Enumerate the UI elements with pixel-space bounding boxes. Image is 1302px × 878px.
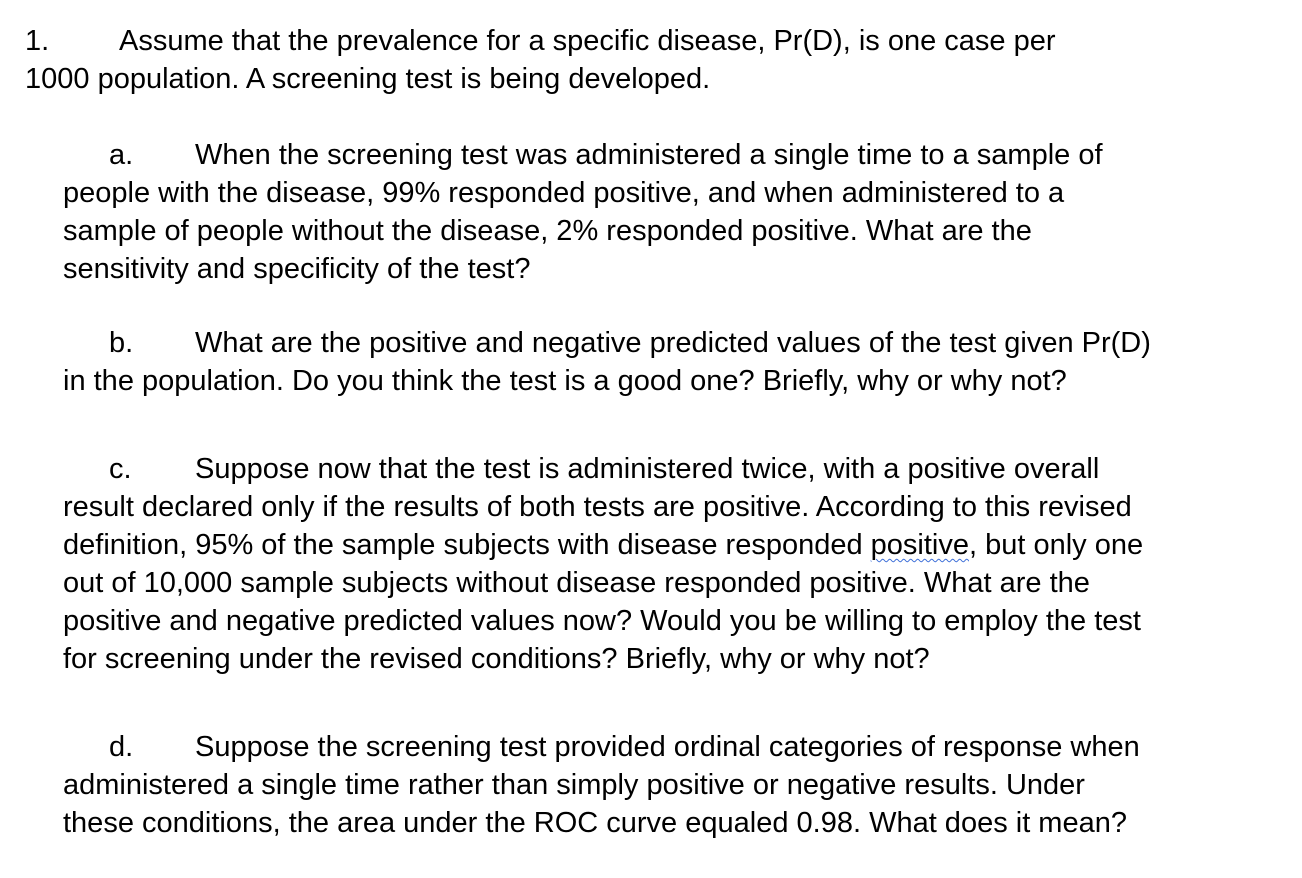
- part-d-marker: d.: [109, 731, 134, 763]
- question-1-line-1: [25, 22, 1056, 60]
- part-b-text-2: in the population. Do you think the test is a good one? Briefly, why or why not?: [63, 365, 1067, 397]
- part-c-text-1: Suppose now that the test is administered twice, with a positive overall: [195, 453, 1100, 485]
- part-d-text-1: Suppose the screening test provided ordinal categories of response when: [195, 731, 1140, 763]
- part-c-text-6: for screening under the revised conditions? Briefly, why or why not?: [63, 643, 930, 675]
- part-a-text-1: When the screening test was administered a single time to a sample of: [195, 139, 1103, 171]
- part-c-text-2: result declared only if the results of both tests are positive. According to this revised: [63, 491, 1132, 523]
- spellcheck-flagged-word[interactable]: positive: [870, 529, 969, 561]
- part-d-line-1: [63, 728, 1140, 766]
- question-1: [25, 22, 1056, 98]
- part-b-line-1: [63, 324, 1151, 362]
- part-a-text-4: sensitivity and specificity of the test?: [63, 253, 531, 285]
- part-c-line-3: [63, 526, 1143, 564]
- part-a-text-2: people with the disease, 99% responded positive, and when administered to a: [63, 177, 1065, 209]
- part-a-text-3: sample of people without the disease, 2% responded positive. What are the: [63, 215, 1032, 247]
- part-c-text-4: out of 10,000 sample subjects without disease responded positive. What are the: [63, 567, 1090, 599]
- part-d-text-3: these conditions, the area under the ROC curve equaled 0.98. What does it mean?: [63, 807, 1127, 839]
- part-c: [63, 450, 1143, 678]
- part-b-text-1: What are the positive and negative predicted values of the test given Pr(D): [195, 327, 1151, 359]
- part-d: [63, 728, 1140, 842]
- part-d-text-2: administered a single time rather than simply positive or negative results. Under: [63, 769, 1085, 801]
- part-b-marker: b.: [109, 327, 134, 359]
- part-a-line-1: [63, 136, 1103, 174]
- part-a: [63, 136, 1103, 288]
- question-number: 1.: [25, 25, 50, 57]
- question-text-2: 1000 population. A screening test is being developed.: [25, 63, 711, 95]
- part-a-marker: a.: [109, 139, 134, 171]
- part-c-text-5: positive and negative predicted values now? Would you be willing to employ the test: [63, 605, 1141, 637]
- part-c-line-1: [63, 450, 1143, 488]
- part-c-text-3b: , but only one: [968, 529, 1144, 561]
- part-c-marker: c.: [109, 453, 132, 485]
- part-b: [63, 324, 1151, 400]
- question-text-1: Assume that the prevalence for a specific disease, Pr(D), is one case per: [119, 25, 1056, 57]
- part-c-text-3a: definition, 95% of the sample subjects with disease responded: [63, 529, 871, 561]
